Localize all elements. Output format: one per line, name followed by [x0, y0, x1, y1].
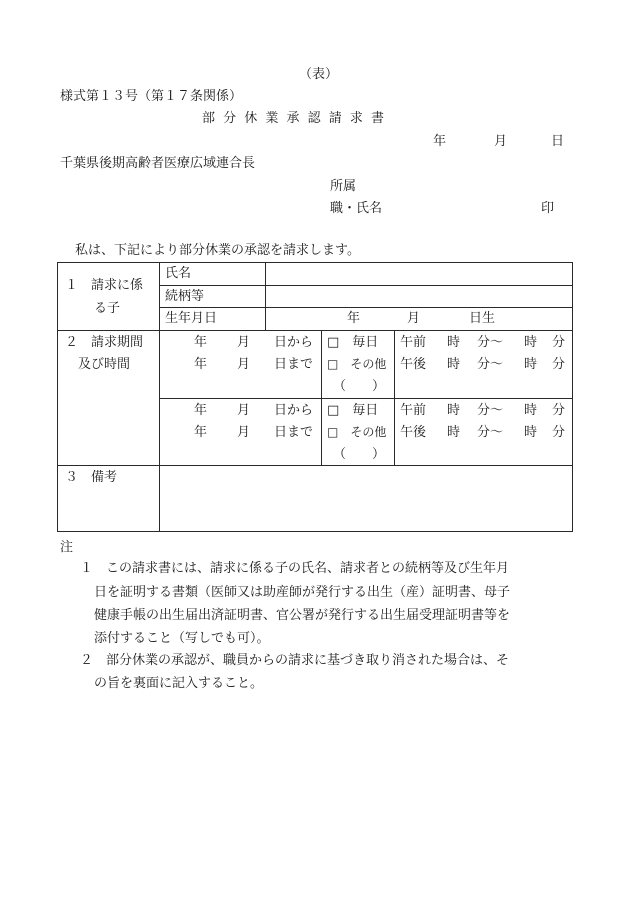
note1-line4: 添付すること（写しでも可）。 [94, 631, 270, 646]
addressee: 千葉県後期高齢者医療広域連合長 [60, 156, 256, 171]
intro-text: 私は、下記により部分休業の承認を請求します。 [75, 243, 360, 258]
request-table [57, 262, 573, 532]
section3-remarks-label: ３ 備考 [65, 470, 118, 485]
period2-pm-hour1: 時 [447, 425, 461, 440]
period2-am-min2: 分 [552, 403, 566, 418]
note1-line1: １ この請求書には、請求に係る子の氏名、請求者との続柄等及び生年月 [80, 561, 510, 576]
period1-am-min1: 分～ [477, 335, 504, 350]
date-day-label: 日 [551, 134, 565, 149]
period1-pm-label: 午後 [400, 357, 427, 372]
note2-line1: ２ 部分休業の承認が、職員からの請求に基づき取り消された場合は、そ [80, 653, 510, 668]
period2-am-hour1: 時 [447, 403, 461, 418]
period2-from-month: 月 [237, 403, 251, 418]
date-month-label: 月 [494, 134, 508, 149]
form-number: 様式第１３号（第１７条関係） [60, 89, 243, 104]
period1-pm-hour1: 時 [447, 357, 461, 372]
period1-other-paren: （ ） [333, 379, 386, 394]
period2-pm-min2: 分 [552, 425, 566, 440]
seal-label: 印 [541, 201, 555, 216]
period1-to-year: 年 [194, 357, 208, 372]
notes-heading: 注 [60, 540, 74, 555]
period1-to-suffix: 日まで [274, 357, 314, 372]
period2-pm-label: 午後 [400, 425, 427, 440]
child-birthdate-label: 生年月日 [165, 311, 218, 326]
period2-from-suffix: 日から [274, 403, 314, 418]
note1-line2: 日を証明する書類（医師又は助産師が発行する出生（産）証明書、母子 [94, 585, 511, 600]
birth-day-label: 日生 [469, 311, 496, 326]
period2-from-year: 年 [194, 403, 208, 418]
section2-label-line2: 及び時間 [78, 357, 131, 372]
period2-other-checkbox[interactable]: □ その他 [327, 425, 387, 439]
section2-label-line1: ２ 請求期間 [65, 335, 144, 350]
page-side-label: （表） [299, 67, 339, 82]
period2-to-suffix: 日まで [274, 425, 314, 440]
period1-daily-checkbox[interactable]: □ 毎日 [327, 335, 379, 350]
period1-from-suffix: 日から [274, 335, 314, 350]
section1-label-line2: る子 [94, 301, 121, 316]
position-name-label: 職・氏名 [330, 201, 383, 216]
period2-am-hour2: 時 [524, 403, 538, 418]
affiliation-label: 所属 [330, 179, 357, 194]
birth-month-label: 月 [407, 311, 421, 326]
period1-pm-min1: 分～ [477, 357, 504, 372]
period1-am-hour1: 時 [447, 335, 461, 350]
period1-pm-hour2: 時 [524, 357, 538, 372]
document-title: 部 分 休 業 承 認 請 求 書 [202, 111, 387, 126]
period2-daily-checkbox[interactable]: □ 毎日 [327, 403, 379, 418]
period1-from-year: 年 [194, 335, 208, 350]
period2-to-year: 年 [194, 425, 208, 440]
period2-other-paren: （ ） [333, 447, 386, 462]
period2-to-month: 月 [237, 425, 251, 440]
period1-am-min2: 分 [552, 335, 566, 350]
period1-am-label: 午前 [400, 335, 427, 350]
date-year-label: 年 [433, 134, 447, 149]
period1-am-hour2: 時 [524, 335, 538, 350]
section1-label-line1: １ 請求に係 [65, 278, 144, 293]
period2-am-label: 午前 [400, 403, 427, 418]
child-name-label: 氏名 [165, 266, 192, 281]
period2-pm-min1: 分～ [477, 425, 504, 440]
child-relation-label: 続柄等 [165, 289, 205, 304]
period2-am-min1: 分～ [477, 403, 504, 418]
period1-from-month: 月 [237, 335, 251, 350]
birth-year-label: 年 [347, 311, 361, 326]
period2-pm-hour2: 時 [524, 425, 538, 440]
period1-pm-min2: 分 [552, 357, 566, 372]
note2-line2: の旨を裏面に記入すること。 [94, 676, 264, 691]
period1-to-month: 月 [237, 357, 251, 372]
note1-line3: 健康手帳の出生届出済証明書、官公署が発行する出生届受理証明書等を [94, 608, 511, 623]
period1-other-checkbox[interactable]: □ その他 [327, 357, 387, 371]
